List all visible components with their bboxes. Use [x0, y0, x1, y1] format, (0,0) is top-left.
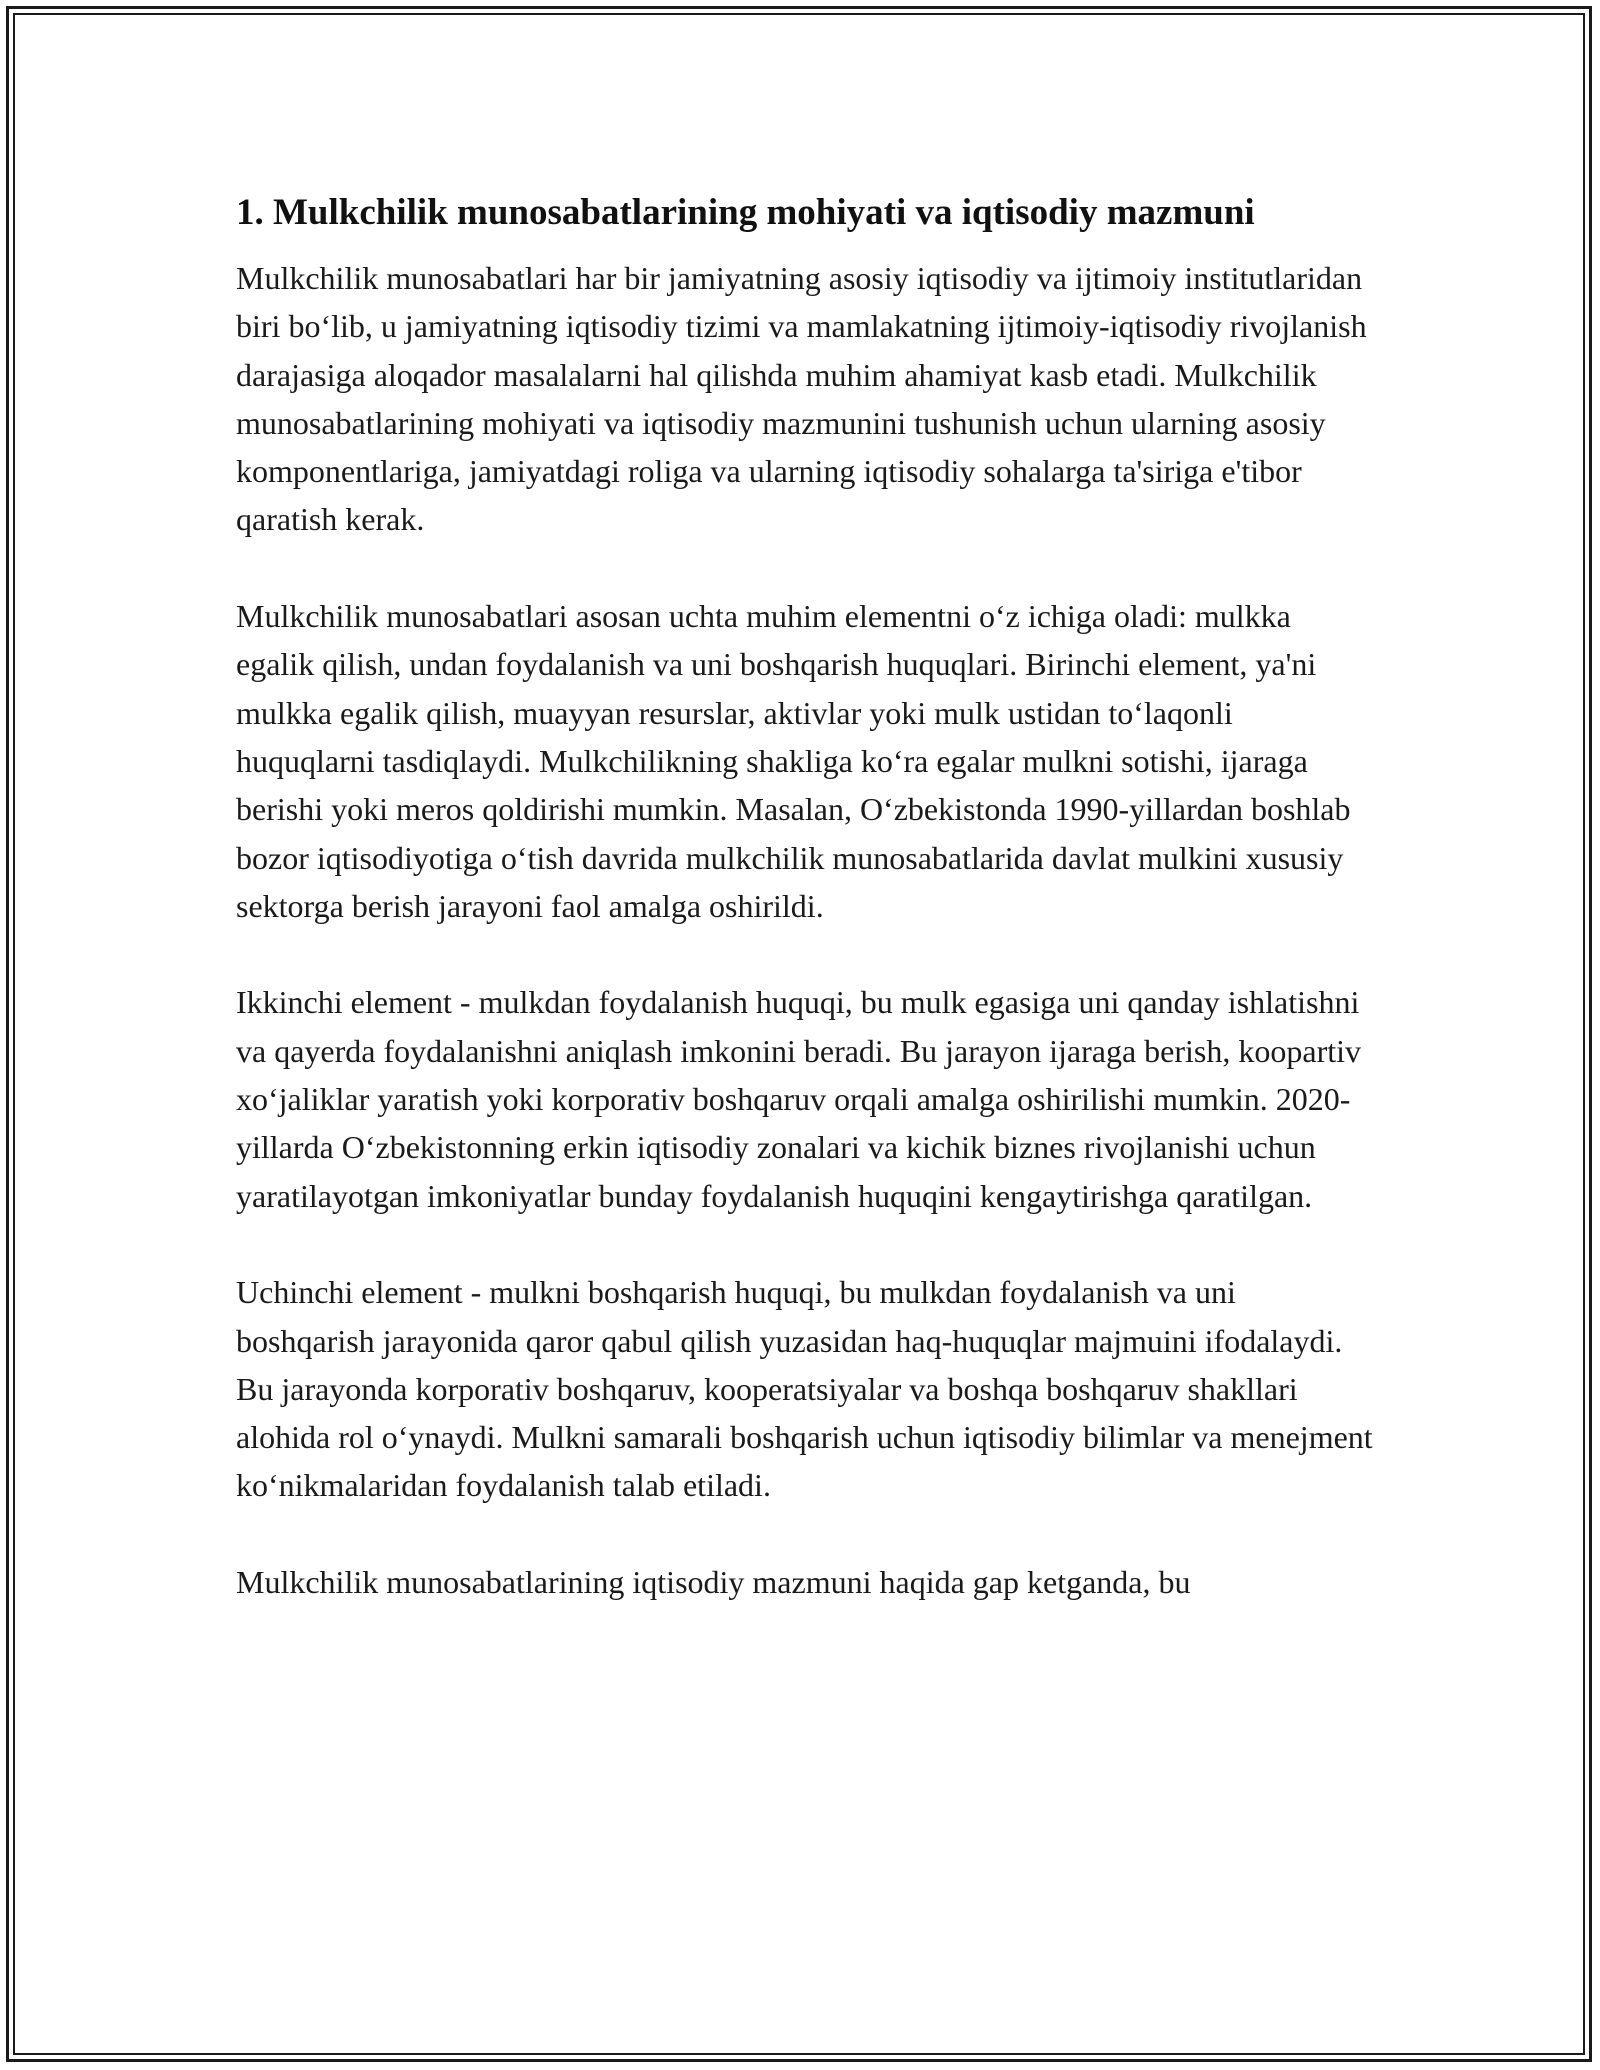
- paragraph-1: Mulkchilik munosabatlari har bir jamiyatning asosiy iqtisodiy va ijtimoiy institutlaridan biri bo‘lib, u jamiyatning iqtisodiy tizimi va mamlakatning ijtimoiy-iqtisodiy rivojlanish darajasiga aloqador masalalarni hal qilishda muhim ahamiyat kasb etadi. Mulkchilik munosabatlarining mohiyati va iqtisodiy mazmunini tushunish uchun ularning asosiy komponentlariga, jamiyatdagi roliga va ularning iqtisodiy sohalarga ta'siriga e'tibor qaratish kerak.: [236, 260, 1367, 538]
- paragraph-5: Mulkchilik munosabatlarining iqtisodiy mazmuni haqida gap ketganda, bu: [236, 1564, 1191, 1601]
- paragraph-2: Mulkchilik munosabatlari asosan uchta muhim elementni o‘z ichiga oladi: mulkka egalik qilish, undan foydalanish va uni boshqarish huquqlari. Birinchi element, ya'ni mulkka egalik qilish, muayyan resurslar, aktivlar yoki mulk ustidan to‘laqonli huquqlarni tasdiqlaydi. Mulkchilikning shakliga ko‘ra egalar mulkni sotishi, ijaraga berishi yoki meros qoldirishi mumkin. Masalan, O‘zbekistonda 1990-yillardan boshlab bozor iqtisodiyotiga o‘tish davrida mulkchilik munosabatlarida davlat mulkini xususiy sektorga berish jarayoni faol amalga oshirildi.: [236, 598, 1351, 924]
- section-title: 1. Mulkchilik munosabatlarining mohiyati va iqtisodiy mazmuni: [236, 192, 1255, 233]
- document-body: [236, 186, 1376, 1655]
- paragraph-3: Ikkinchi element - mulkdan foydalanish huquqi, bu mulk egasiga uni qanday ishlatishni va qayerda foydalanishni aniqlash imkonini beradi. Bu jarayon ijaraga berish, koopartiv xo‘jaliklar yaratish yoki korporativ boshqaruv orqali amalga oshirilishi mumkin. 2020-yillarda O‘zbekistonning erkin iqtisodiy zonalari va kichik biznes rivojlanishi uchun yaratilayotgan imkoniyatlar bunday foydalanish huquqini kengaytirishga qaratilgan.: [236, 984, 1361, 1214]
- paragraph-4: Uchinchi element - mulkni boshqarish huquqi, bu mulkdan foydalanish va uni boshqarish jarayonida qaror qabul qilish yuzasidan haq-huquqlar majmuini ifodalaydi. Bu jarayonda korporativ boshqaruv, kooperatsiyalar va boshqa boshqaruv shakllari alohida rol o‘ynaydi. Mulkni samarali boshqarish uchun iqtisodiy bilimlar va menejment ko‘nikmalaridan foydalanish talab etiladi.: [236, 1274, 1373, 1504]
